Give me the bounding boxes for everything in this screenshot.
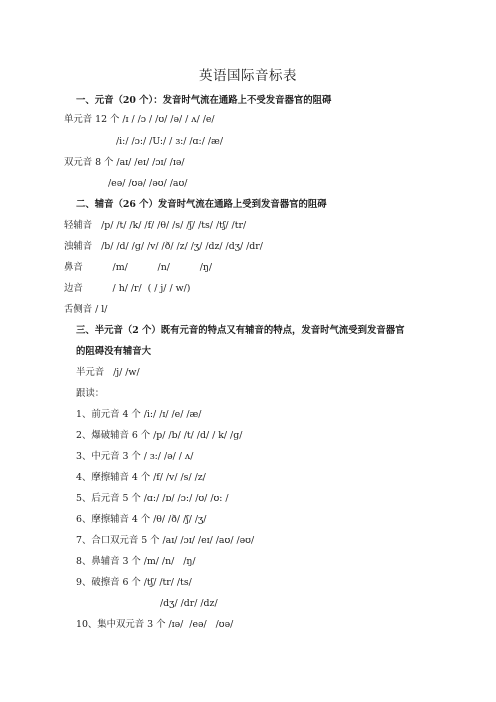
monophthong-line-2: /i:/ /ɔ:/ /U:/ / ɜ:/ /ɑ:/ /æ/ xyxy=(116,136,223,147)
follow-reading-heading: 跟读： xyxy=(76,388,105,399)
voiceless-consonants-line: 轻辅音 /p/ /t/ /k/ /f/ /θ/ /s/ /ʃ/ /ts/ /tʃ/ /tr/ xyxy=(64,220,247,231)
list-item-8: 8、鼻辅音 3 个 /m/ /n/ /ŋ/ xyxy=(76,556,196,567)
diphthong-line-1: 双元音 8 个 /aɪ/ /eɪ/ /ɔɪ/ /ɪə/ xyxy=(64,157,185,168)
list-item-1: 1、前元音 4 个 /i:/ /ɪ/ /e/ /æ/ xyxy=(76,409,202,420)
list-item-6: 6、摩擦辅音 4 个 /θ/ /ð/ /ʃ/ /ʒ/ xyxy=(76,514,207,525)
section-heading-consonants: 二、辅音（26 个）发音时气流在通路上受到发音器官的阻碍 xyxy=(76,199,327,210)
list-item-5: 5、后元音 5 个 /ɑ:/ /ɒ/ /ɔ:/ /ʊ/ /ʊ: / xyxy=(76,493,229,504)
list-item-2: 2、爆破辅音 6 个 /p/ /b/ /t/ /d/ / k/ /g/ xyxy=(76,430,243,441)
list-item-9-cont: /dʒ/ /dr/ /dz/ xyxy=(160,598,218,609)
list-item-7: 7、合口双元音 5 个 /aɪ/ /ɔɪ/ /eɪ/ /aʊ/ /əʊ/ xyxy=(76,535,255,546)
section-heading-vowels: 一、元音（20 个）：发音时气流在通路上不受发音器官的阻碍 xyxy=(76,95,332,106)
list-item-10: 10、集中双元音 3 个 /ɪə/ /eə/ /ʊə/ xyxy=(76,619,234,630)
nasals-line: 鼻音 /m/ /n/ /ŋ/ xyxy=(64,262,213,273)
list-item-3: 3、中元音 3 个 / ɜ:/ /ə/ / ʌ/ xyxy=(76,451,194,462)
list-item-4: 4、摩擦辅音 4 个 /f/ /v/ /s/ /z/ xyxy=(76,472,206,483)
document-title: 英语国际音标表 xyxy=(199,68,297,84)
monophthong-line-1: 单元音 12 个 /ɪ / /ɔ / /ʊ/ /ə/ / ʌ/ /e/ xyxy=(64,114,215,125)
section-heading-semivowels-cont: 的阻碍没有辅音大 xyxy=(76,346,152,357)
semivowels-line: 半元音 /j/ /w/ xyxy=(76,367,140,378)
diphthong-line-2: /eə/ /ʊə/ /əʊ/ /aʊ/ xyxy=(108,178,188,189)
list-item-9: 9、破擦音 6 个 /tʃ/ /tr/ /ts/ xyxy=(76,577,192,588)
section-heading-semivowels: 三、半元音（2 个）既有元音的特点又有辅音的特点，发音时气流受到发音器官 xyxy=(76,325,405,336)
laterals-line: 边音 / h/ /r/ ( / j/ / w/) xyxy=(64,283,191,294)
lateral-sound-line: 舌侧音 / l/ xyxy=(64,304,108,315)
voiced-consonants-line: 浊辅音 /b/ /d/ /g/ /v/ /ð/ /z/ /ʒ/ /dz/ /dʒ/ /dr/ xyxy=(64,241,263,252)
